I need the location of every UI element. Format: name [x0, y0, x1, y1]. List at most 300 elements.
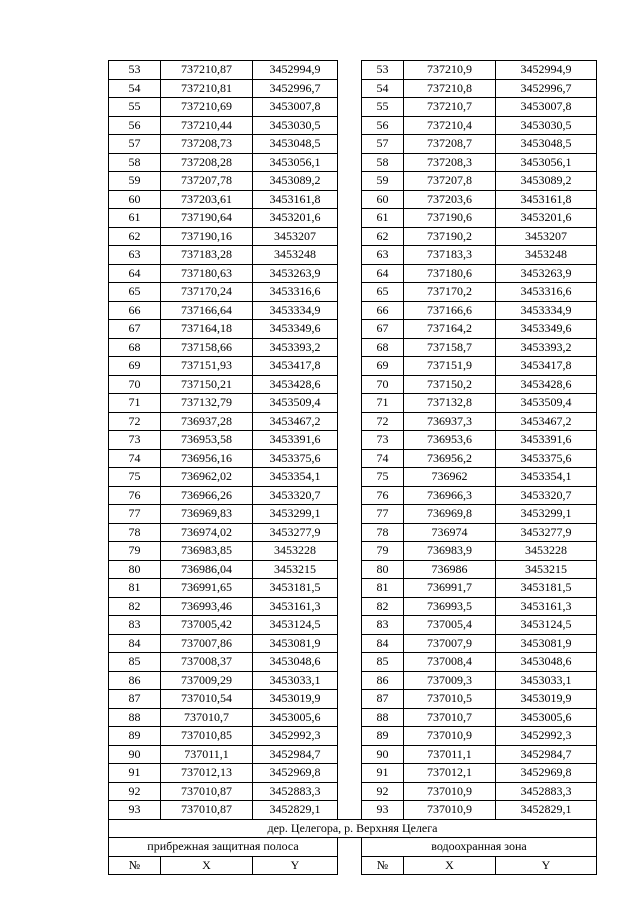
left-x: 737158,66	[161, 338, 253, 357]
left-point-number: 62	[109, 227, 161, 246]
left-y: 3453033,1	[253, 671, 338, 690]
column-gap	[338, 782, 362, 801]
right-point-number: 66	[362, 301, 404, 320]
left-point-number: 76	[109, 486, 161, 505]
column-gap	[338, 301, 362, 320]
left-header-y: Y	[253, 856, 338, 875]
left-y: 3453007,8	[253, 98, 338, 117]
left-point-number: 73	[109, 431, 161, 450]
table-row	[109, 616, 597, 635]
left-point-number: 87	[109, 690, 161, 709]
left-point-number: 71	[109, 394, 161, 413]
right-x: 737183,3	[404, 246, 496, 265]
left-point-number: 75	[109, 468, 161, 487]
left-point-number: 53	[109, 61, 161, 80]
left-y: 3453428,6	[253, 375, 338, 394]
table-row	[109, 708, 597, 727]
table-row	[109, 135, 597, 154]
left-point-number: 56	[109, 116, 161, 135]
right-y: 3452994,9	[496, 61, 597, 80]
right-x: 737151,9	[404, 357, 496, 376]
right-x: 737005,4	[404, 616, 496, 635]
right-x: 737010,9	[404, 801, 496, 820]
left-point-number: 92	[109, 782, 161, 801]
column-gap	[338, 412, 362, 431]
left-point-number: 83	[109, 616, 161, 635]
left-point-number: 63	[109, 246, 161, 265]
column-gap	[338, 801, 362, 820]
left-y: 3453030,5	[253, 116, 338, 135]
right-point-number: 78	[362, 523, 404, 542]
left-x: 737208,28	[161, 153, 253, 172]
column-gap	[338, 727, 362, 746]
column-gap	[338, 431, 362, 450]
left-point-number: 82	[109, 597, 161, 616]
left-point-number: 65	[109, 283, 161, 302]
column-gap	[338, 745, 362, 764]
right-point-number: 71	[362, 394, 404, 413]
right-y: 3453391,6	[496, 431, 597, 450]
section-title-row	[109, 819, 597, 838]
left-point-number: 68	[109, 338, 161, 357]
right-point-number: 75	[362, 468, 404, 487]
right-y: 3453019,9	[496, 690, 597, 709]
column-gap	[338, 283, 362, 302]
table-row	[109, 801, 597, 820]
left-point-number: 67	[109, 320, 161, 339]
right-y: 3453181,5	[496, 579, 597, 598]
column-gap	[338, 560, 362, 579]
column-gap	[338, 542, 362, 561]
right-point-number: 81	[362, 579, 404, 598]
right-point-number: 92	[362, 782, 404, 801]
right-y: 3453081,9	[496, 634, 597, 653]
right-x: 736953,6	[404, 431, 496, 450]
right-x: 737009,3	[404, 671, 496, 690]
table-row	[109, 634, 597, 653]
right-x: 736986	[404, 560, 496, 579]
column-gap	[338, 653, 362, 672]
left-y: 3453299,1	[253, 505, 338, 524]
left-x: 737010,87	[161, 782, 253, 801]
left-x: 736953,58	[161, 431, 253, 450]
right-y: 3452984,7	[496, 745, 597, 764]
column-gap	[338, 153, 362, 172]
table-row	[109, 79, 597, 98]
right-y: 3453320,7	[496, 486, 597, 505]
left-group-title: прибрежная защитная полоса	[109, 838, 338, 857]
right-x: 737166,6	[404, 301, 496, 320]
right-y: 3453263,9	[496, 264, 597, 283]
table-row	[109, 653, 597, 672]
table-row	[109, 320, 597, 339]
right-y: 3453354,1	[496, 468, 597, 487]
right-point-number: 67	[362, 320, 404, 339]
right-x: 737180,6	[404, 264, 496, 283]
left-point-number: 61	[109, 209, 161, 228]
left-y: 3453161,3	[253, 597, 338, 616]
table-row	[109, 523, 597, 542]
right-x: 737207,8	[404, 172, 496, 191]
right-y: 3453467,2	[496, 412, 597, 431]
left-y: 3453005,6	[253, 708, 338, 727]
left-point-number: 54	[109, 79, 161, 98]
right-header-y: Y	[496, 856, 597, 875]
table-row	[109, 264, 597, 283]
table-row	[109, 782, 597, 801]
left-point-number: 77	[109, 505, 161, 524]
right-x: 737203,6	[404, 190, 496, 209]
right-x: 736991,7	[404, 579, 496, 598]
left-x: 737150,21	[161, 375, 253, 394]
left-point-number: 91	[109, 764, 161, 783]
right-point-number: 56	[362, 116, 404, 135]
table-row	[109, 190, 597, 209]
left-point-number: 59	[109, 172, 161, 191]
left-x: 737210,87	[161, 61, 253, 80]
right-x: 736974	[404, 523, 496, 542]
right-point-number: 68	[362, 338, 404, 357]
section-title: дер. Целегора, р. Верхняя Целега	[109, 819, 597, 838]
left-header-x: X	[161, 856, 253, 875]
right-point-number: 89	[362, 727, 404, 746]
right-y: 3453161,3	[496, 597, 597, 616]
column-gap	[338, 671, 362, 690]
left-point-number: 80	[109, 560, 161, 579]
table-row	[109, 153, 597, 172]
left-y: 3453375,6	[253, 449, 338, 468]
right-x: 737164,2	[404, 320, 496, 339]
right-y: 3453048,6	[496, 653, 597, 672]
column-gap	[338, 190, 362, 209]
right-x: 737008,4	[404, 653, 496, 672]
right-x: 737011,1	[404, 745, 496, 764]
right-point-number: 77	[362, 505, 404, 524]
right-x: 737010,9	[404, 727, 496, 746]
right-y: 3453417,8	[496, 357, 597, 376]
left-y: 3453181,5	[253, 579, 338, 598]
column-gap	[338, 61, 362, 80]
coordinates-table	[108, 60, 597, 875]
left-y: 3453201,6	[253, 209, 338, 228]
right-x: 736969,8	[404, 505, 496, 524]
right-y: 3453349,6	[496, 320, 597, 339]
column-gap	[338, 79, 362, 98]
left-y: 3452994,9	[253, 61, 338, 80]
right-point-number: 73	[362, 431, 404, 450]
left-y: 3453263,9	[253, 264, 338, 283]
right-y: 3453228	[496, 542, 597, 561]
left-y: 3453056,1	[253, 153, 338, 172]
right-y: 3453056,1	[496, 153, 597, 172]
left-y: 3453124,5	[253, 616, 338, 635]
right-point-number: 88	[362, 708, 404, 727]
left-y: 3453316,6	[253, 283, 338, 302]
right-point-number: 53	[362, 61, 404, 80]
left-y: 3452992,3	[253, 727, 338, 746]
column-gap	[338, 375, 362, 394]
right-point-number: 91	[362, 764, 404, 783]
left-y: 3453320,7	[253, 486, 338, 505]
table-row	[109, 579, 597, 598]
table-row	[109, 394, 597, 413]
left-point-number: 88	[109, 708, 161, 727]
table-row	[109, 505, 597, 524]
right-y: 3452829,1	[496, 801, 597, 820]
left-x: 736969,83	[161, 505, 253, 524]
table-row	[109, 98, 597, 117]
left-y: 3453349,6	[253, 320, 338, 339]
right-x: 737007,9	[404, 634, 496, 653]
left-point-number: 72	[109, 412, 161, 431]
left-point-number: 66	[109, 301, 161, 320]
column-gap	[338, 579, 362, 598]
right-x: 737210,4	[404, 116, 496, 135]
left-point-number: 57	[109, 135, 161, 154]
table-row	[109, 246, 597, 265]
table-row	[109, 690, 597, 709]
right-x: 737010,7	[404, 708, 496, 727]
table-row	[109, 412, 597, 431]
table-row	[109, 283, 597, 302]
left-x: 737180,63	[161, 264, 253, 283]
right-x: 737208,7	[404, 135, 496, 154]
table-row	[109, 338, 597, 357]
left-x: 737210,81	[161, 79, 253, 98]
right-y: 3453030,5	[496, 116, 597, 135]
left-x: 737190,64	[161, 209, 253, 228]
left-y: 3453354,1	[253, 468, 338, 487]
column-gap	[338, 690, 362, 709]
left-point-number: 74	[109, 449, 161, 468]
right-x: 737150,2	[404, 375, 496, 394]
column-gap	[338, 135, 362, 154]
left-x: 737210,69	[161, 98, 253, 117]
right-point-number: 59	[362, 172, 404, 191]
table-row	[109, 209, 597, 228]
table-row	[109, 61, 597, 80]
left-x: 737151,93	[161, 357, 253, 376]
column-gap	[338, 338, 362, 357]
right-point-number: 58	[362, 153, 404, 172]
left-x: 737005,42	[161, 616, 253, 635]
column-gap	[338, 98, 362, 117]
table-row	[109, 449, 597, 468]
right-x: 736956,2	[404, 449, 496, 468]
column-gap	[338, 486, 362, 505]
left-y: 3452829,1	[253, 801, 338, 820]
left-y: 3452996,7	[253, 79, 338, 98]
left-x: 736974,02	[161, 523, 253, 542]
left-x: 736937,28	[161, 412, 253, 431]
left-y: 3453089,2	[253, 172, 338, 191]
column-gap	[338, 116, 362, 135]
left-point-number: 55	[109, 98, 161, 117]
left-y: 3453248	[253, 246, 338, 265]
right-point-number: 86	[362, 671, 404, 690]
left-x: 737011,1	[161, 745, 253, 764]
left-x: 736993,46	[161, 597, 253, 616]
right-x: 737158,7	[404, 338, 496, 357]
right-x: 737190,2	[404, 227, 496, 246]
right-y: 3453509,4	[496, 394, 597, 413]
right-point-number: 79	[362, 542, 404, 561]
left-point-number: 70	[109, 375, 161, 394]
right-x: 737210,9	[404, 61, 496, 80]
left-x: 736986,04	[161, 560, 253, 579]
left-y: 3453215	[253, 560, 338, 579]
column-gap	[338, 264, 362, 283]
table-row	[109, 671, 597, 690]
left-point-number: 93	[109, 801, 161, 820]
table-row	[109, 301, 597, 320]
table-row	[109, 745, 597, 764]
left-x: 737010,85	[161, 727, 253, 746]
left-x: 736966,26	[161, 486, 253, 505]
column-gap	[338, 227, 362, 246]
left-x: 737010,54	[161, 690, 253, 709]
table-row	[109, 764, 597, 783]
left-y: 3453048,6	[253, 653, 338, 672]
left-y: 3453161,8	[253, 190, 338, 209]
right-x: 737208,3	[404, 153, 496, 172]
right-point-number: 54	[362, 79, 404, 98]
right-y: 3452883,3	[496, 782, 597, 801]
right-y: 3453375,6	[496, 449, 597, 468]
right-y: 3453048,5	[496, 135, 597, 154]
left-y: 3453509,4	[253, 394, 338, 413]
table-row	[109, 597, 597, 616]
left-x: 737164,18	[161, 320, 253, 339]
column-gap	[338, 856, 362, 875]
left-point-number: 81	[109, 579, 161, 598]
right-y: 3453277,9	[496, 523, 597, 542]
right-point-number: 72	[362, 412, 404, 431]
table-row	[109, 227, 597, 246]
left-x: 737166,64	[161, 301, 253, 320]
coordinates-rows	[109, 61, 597, 820]
left-y: 3453467,2	[253, 412, 338, 431]
right-x: 737132,8	[404, 394, 496, 413]
right-x: 737210,7	[404, 98, 496, 117]
section-footer	[109, 819, 597, 875]
column-gap	[338, 357, 362, 376]
right-point-number: 69	[362, 357, 404, 376]
left-x: 737170,24	[161, 283, 253, 302]
right-point-number: 82	[362, 597, 404, 616]
right-point-number: 90	[362, 745, 404, 764]
column-gap	[338, 634, 362, 653]
right-y: 3453124,5	[496, 616, 597, 635]
left-x: 737012,13	[161, 764, 253, 783]
table-row	[109, 468, 597, 487]
table-row	[109, 542, 597, 561]
left-y: 3453277,9	[253, 523, 338, 542]
column-gap	[338, 708, 362, 727]
right-header-x: X	[404, 856, 496, 875]
left-point-number: 60	[109, 190, 161, 209]
right-x: 737010,9	[404, 782, 496, 801]
left-x: 737007,86	[161, 634, 253, 653]
left-x: 736956,16	[161, 449, 253, 468]
table-row	[109, 375, 597, 394]
column-gap	[338, 764, 362, 783]
right-y: 3453033,1	[496, 671, 597, 690]
right-x: 736937,3	[404, 412, 496, 431]
right-x: 737012,1	[404, 764, 496, 783]
left-y: 3453417,8	[253, 357, 338, 376]
right-x: 737210,8	[404, 79, 496, 98]
right-x: 737190,6	[404, 209, 496, 228]
column-gap	[338, 468, 362, 487]
left-x: 737010,7	[161, 708, 253, 727]
group-title-row	[109, 838, 597, 857]
right-point-number: 64	[362, 264, 404, 283]
right-point-number: 63	[362, 246, 404, 265]
table-row	[109, 727, 597, 746]
left-header-number: №	[109, 856, 161, 875]
header-row	[109, 856, 597, 875]
right-x: 736966,3	[404, 486, 496, 505]
left-x: 737010,87	[161, 801, 253, 820]
left-x: 737210,44	[161, 116, 253, 135]
table-row	[109, 486, 597, 505]
right-y: 3453393,2	[496, 338, 597, 357]
right-y: 3453007,8	[496, 98, 597, 117]
column-gap	[338, 320, 362, 339]
column-gap	[338, 246, 362, 265]
column-gap	[338, 616, 362, 635]
left-y: 3453207	[253, 227, 338, 246]
right-y: 3452996,7	[496, 79, 597, 98]
right-y: 3453207	[496, 227, 597, 246]
left-x: 737203,61	[161, 190, 253, 209]
right-y: 3453005,6	[496, 708, 597, 727]
right-y: 3452969,8	[496, 764, 597, 783]
left-point-number: 79	[109, 542, 161, 561]
right-x: 736962	[404, 468, 496, 487]
column-gap	[338, 209, 362, 228]
right-y: 3453299,1	[496, 505, 597, 524]
left-y: 3453019,9	[253, 690, 338, 709]
right-point-number: 62	[362, 227, 404, 246]
right-y: 3453161,8	[496, 190, 597, 209]
column-gap	[338, 838, 362, 857]
table-row	[109, 560, 597, 579]
column-gap	[338, 172, 362, 191]
left-point-number: 69	[109, 357, 161, 376]
column-gap	[338, 597, 362, 616]
column-gap	[338, 523, 362, 542]
left-y: 3453048,5	[253, 135, 338, 154]
left-x: 736991,65	[161, 579, 253, 598]
right-y: 3453316,6	[496, 283, 597, 302]
right-y: 3452992,3	[496, 727, 597, 746]
right-x: 736993,5	[404, 597, 496, 616]
left-x: 737132,79	[161, 394, 253, 413]
left-point-number: 64	[109, 264, 161, 283]
left-x: 737190,16	[161, 227, 253, 246]
right-point-number: 74	[362, 449, 404, 468]
column-gap	[338, 505, 362, 524]
left-x: 737183,28	[161, 246, 253, 265]
right-point-number: 87	[362, 690, 404, 709]
right-point-number: 93	[362, 801, 404, 820]
right-header-number: №	[362, 856, 404, 875]
left-x: 736962,02	[161, 468, 253, 487]
table-row	[109, 116, 597, 135]
right-point-number: 61	[362, 209, 404, 228]
